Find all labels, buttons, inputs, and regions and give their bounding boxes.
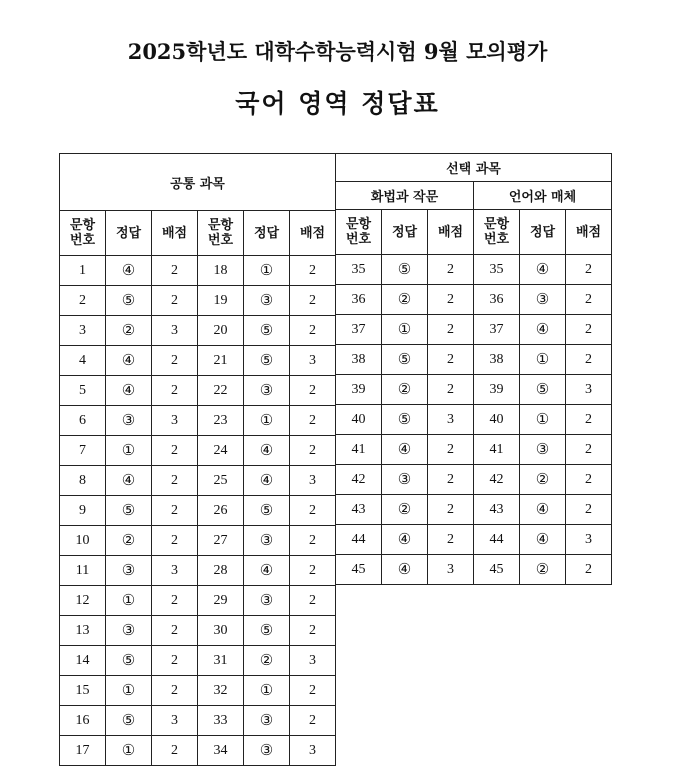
question-number: 8 [60,466,106,496]
common-table-body [60,154,336,766]
score-cell: 2 [428,315,474,345]
answer-cell: ⑤ [106,496,152,526]
answer-cell: ② [244,646,290,676]
answer-cell: ① [244,406,290,436]
score-cell: 3 [152,556,198,586]
question-number: 35 [474,255,520,285]
question-number: 41 [336,435,382,465]
score-cell: 2 [152,466,198,496]
answer-cell: ① [106,586,152,616]
table-row [336,405,612,435]
answer-cell: ⑤ [382,345,428,375]
page-subtitle: 국어 영역 정답표 [235,89,440,118]
answer-cell: ⑤ [106,646,152,676]
score-cell: 2 [428,375,474,405]
question-number: 32 [198,676,244,706]
score-cell: 2 [566,315,612,345]
score-cell: 2 [290,316,336,346]
question-number: 10 [60,526,106,556]
question-number: 21 [198,346,244,376]
speech-writing-header: 화법과 작문 [336,182,474,210]
score-cell: 2 [290,706,336,736]
score-cell: 2 [290,286,336,316]
answer-cell: ③ [244,736,290,766]
answer-header: 정답 [382,210,428,255]
question-number: 17 [60,736,106,766]
question-number: 23 [198,406,244,436]
answer-header: 정답 [520,210,566,255]
question-number: 20 [198,316,244,346]
score-cell: 2 [566,285,612,315]
score-cell: 2 [290,556,336,586]
table-row [60,526,336,556]
answer-cell: ④ [244,436,290,466]
score-cell: 3 [290,736,336,766]
score-cell: 2 [566,405,612,435]
score-cell: 3 [290,346,336,376]
answer-cell: ② [520,555,566,585]
score-cell: 2 [290,616,336,646]
answer-cell: ③ [244,376,290,406]
answer-cell: ④ [382,555,428,585]
table-row [60,706,336,736]
table-row [60,646,336,676]
table-row [60,346,336,376]
score-cell: 2 [152,496,198,526]
score-cell: 2 [152,676,198,706]
answer-cell: ④ [520,255,566,285]
question-number: 37 [474,315,520,345]
score-cell: 3 [152,316,198,346]
answer-cell: ① [244,256,290,286]
score-cell: 2 [290,436,336,466]
table-row [60,316,336,346]
table-row [60,466,336,496]
score-cell: 2 [428,345,474,375]
question-number: 40 [336,405,382,435]
score-cell: 2 [290,406,336,436]
answer-cell: ② [382,495,428,525]
answer-cell: ⑤ [382,255,428,285]
score-cell: 2 [152,526,198,556]
answer-cell: ④ [106,346,152,376]
answer-cell: ④ [244,466,290,496]
elective-table-body [336,154,612,585]
question-number: 13 [60,616,106,646]
elective-answer-table [335,153,612,585]
score-cell: 2 [428,465,474,495]
score-cell: 2 [428,285,474,315]
score-cell: 2 [152,286,198,316]
score-cell: 2 [428,435,474,465]
question-number: 42 [474,465,520,495]
score-cell: 3 [428,405,474,435]
question-number: 42 [336,465,382,495]
score-header: 배점 [152,211,198,256]
answer-cell: ⑤ [244,616,290,646]
question-number: 31 [198,646,244,676]
answer-cell: ④ [106,376,152,406]
table-row [60,556,336,586]
score-cell: 2 [566,255,612,285]
score-cell: 2 [152,736,198,766]
question-number: 4 [60,346,106,376]
question-number: 33 [198,706,244,736]
question-number: 45 [474,555,520,585]
page-title: 2025학년도 대학수학능력시험 9월 모의평가 [127,39,548,64]
table-row [60,736,336,766]
question-number: 43 [336,495,382,525]
score-cell: 3 [290,466,336,496]
answer-cell: ① [382,315,428,345]
table-row [336,525,612,555]
score-cell: 3 [152,406,198,436]
score-cell: 2 [290,256,336,286]
question-number: 36 [336,285,382,315]
score-cell: 3 [428,555,474,585]
question-number: 44 [474,525,520,555]
answer-cell: ⑤ [382,405,428,435]
score-cell: 2 [290,586,336,616]
score-cell: 2 [152,436,198,466]
score-cell: 2 [566,555,612,585]
question-number: 45 [336,555,382,585]
table-row [336,255,612,285]
answer-header: 정답 [106,211,152,256]
score-cell: 2 [290,676,336,706]
table-row [60,496,336,526]
score-cell: 2 [428,255,474,285]
question-number-header: 문항 번호 [198,211,244,256]
answer-cell: ④ [244,556,290,586]
answer-cell: ④ [520,495,566,525]
answer-cell: ① [244,676,290,706]
table-row [60,376,336,406]
answer-cell: ① [520,405,566,435]
answer-cell: ③ [520,435,566,465]
answer-cell: ③ [106,406,152,436]
score-cell: 2 [566,435,612,465]
question-number: 40 [474,405,520,435]
score-cell: 3 [152,706,198,736]
question-number: 43 [474,495,520,525]
score-header: 배점 [428,210,474,255]
question-number: 9 [60,496,106,526]
answer-cell: ② [382,285,428,315]
question-number: 14 [60,646,106,676]
score-cell: 2 [428,525,474,555]
question-number: 19 [198,286,244,316]
answer-cell: ⑤ [244,316,290,346]
language-media-header: 언어와 매체 [474,182,612,210]
question-number: 22 [198,376,244,406]
question-number: 38 [336,345,382,375]
table-row [336,285,612,315]
question-number: 15 [60,676,106,706]
question-number: 5 [60,376,106,406]
question-number: 6 [60,406,106,436]
score-cell: 2 [152,646,198,676]
answer-cell: ⑤ [244,346,290,376]
answer-cell: ③ [520,285,566,315]
answer-cell: ① [520,345,566,375]
score-header: 배점 [290,211,336,256]
score-cell: 2 [566,495,612,525]
score-cell: 2 [566,345,612,375]
question-number-header: 문항 번호 [474,210,520,255]
score-cell: 2 [152,586,198,616]
score-cell: 2 [152,616,198,646]
question-number: 38 [474,345,520,375]
table-row [336,555,612,585]
question-number: 44 [336,525,382,555]
elective-subject-header: 선택 과목 [336,154,612,182]
answer-cell: ⑤ [106,706,152,736]
score-cell: 3 [566,375,612,405]
question-number: 27 [198,526,244,556]
question-number: 41 [474,435,520,465]
question-number: 36 [474,285,520,315]
score-cell: 3 [566,525,612,555]
answer-cell: ① [106,676,152,706]
answer-cell: ③ [244,706,290,736]
question-number: 37 [336,315,382,345]
score-cell: 2 [290,526,336,556]
answer-cell: ① [106,736,152,766]
table-row [336,345,612,375]
question-number: 16 [60,706,106,736]
answer-cell: ③ [106,556,152,586]
answer-cell: ⑤ [244,496,290,526]
score-cell: 2 [428,495,474,525]
question-number: 35 [336,255,382,285]
question-number: 25 [198,466,244,496]
question-number: 18 [198,256,244,286]
question-number-header: 문항 번호 [336,210,382,255]
answer-cell: ④ [382,525,428,555]
answer-cell: ④ [106,256,152,286]
table-row [60,256,336,286]
question-number: 7 [60,436,106,466]
score-header: 배점 [566,210,612,255]
answer-header: 정답 [244,211,290,256]
score-cell: 2 [566,465,612,495]
question-number: 26 [198,496,244,526]
answer-cell: ④ [382,435,428,465]
table-row [60,436,336,466]
table-row [60,286,336,316]
question-number: 39 [336,375,382,405]
answer-cell: ④ [520,315,566,345]
score-cell: 2 [152,256,198,286]
score-cell: 2 [152,376,198,406]
common-subject-header: 공통 과목 [60,154,336,211]
answer-cell: ① [106,436,152,466]
answer-cell: ③ [382,465,428,495]
table-row [60,586,336,616]
answer-cell: ③ [106,616,152,646]
question-number-header: 문항 번호 [60,211,106,256]
table-row [60,676,336,706]
question-number: 1 [60,256,106,286]
question-number: 28 [198,556,244,586]
common-answer-table [59,153,336,766]
answer-cell: ② [520,465,566,495]
score-cell: 2 [152,346,198,376]
answer-cell: ④ [520,525,566,555]
question-number: 24 [198,436,244,466]
table-row [336,375,612,405]
table-row [60,406,336,436]
score-cell: 2 [290,496,336,526]
answer-cell: ⑤ [520,375,566,405]
table-row [336,495,612,525]
question-number: 11 [60,556,106,586]
answer-cell: ③ [244,286,290,316]
answer-cell: ④ [106,466,152,496]
question-number: 29 [198,586,244,616]
table-row [60,616,336,646]
table-row [336,435,612,465]
table-row [336,315,612,345]
answer-cell: ③ [244,526,290,556]
question-number: 30 [198,616,244,646]
question-number: 12 [60,586,106,616]
question-number: 34 [198,736,244,766]
table-row [336,465,612,495]
score-cell: 3 [290,646,336,676]
score-cell: 2 [290,376,336,406]
question-number: 3 [60,316,106,346]
answer-cell: ⑤ [106,286,152,316]
answer-cell: ② [106,316,152,346]
answer-cell: ② [382,375,428,405]
answer-cell: ② [106,526,152,556]
question-number: 2 [60,286,106,316]
answer-cell: ③ [244,586,290,616]
question-number: 39 [474,375,520,405]
